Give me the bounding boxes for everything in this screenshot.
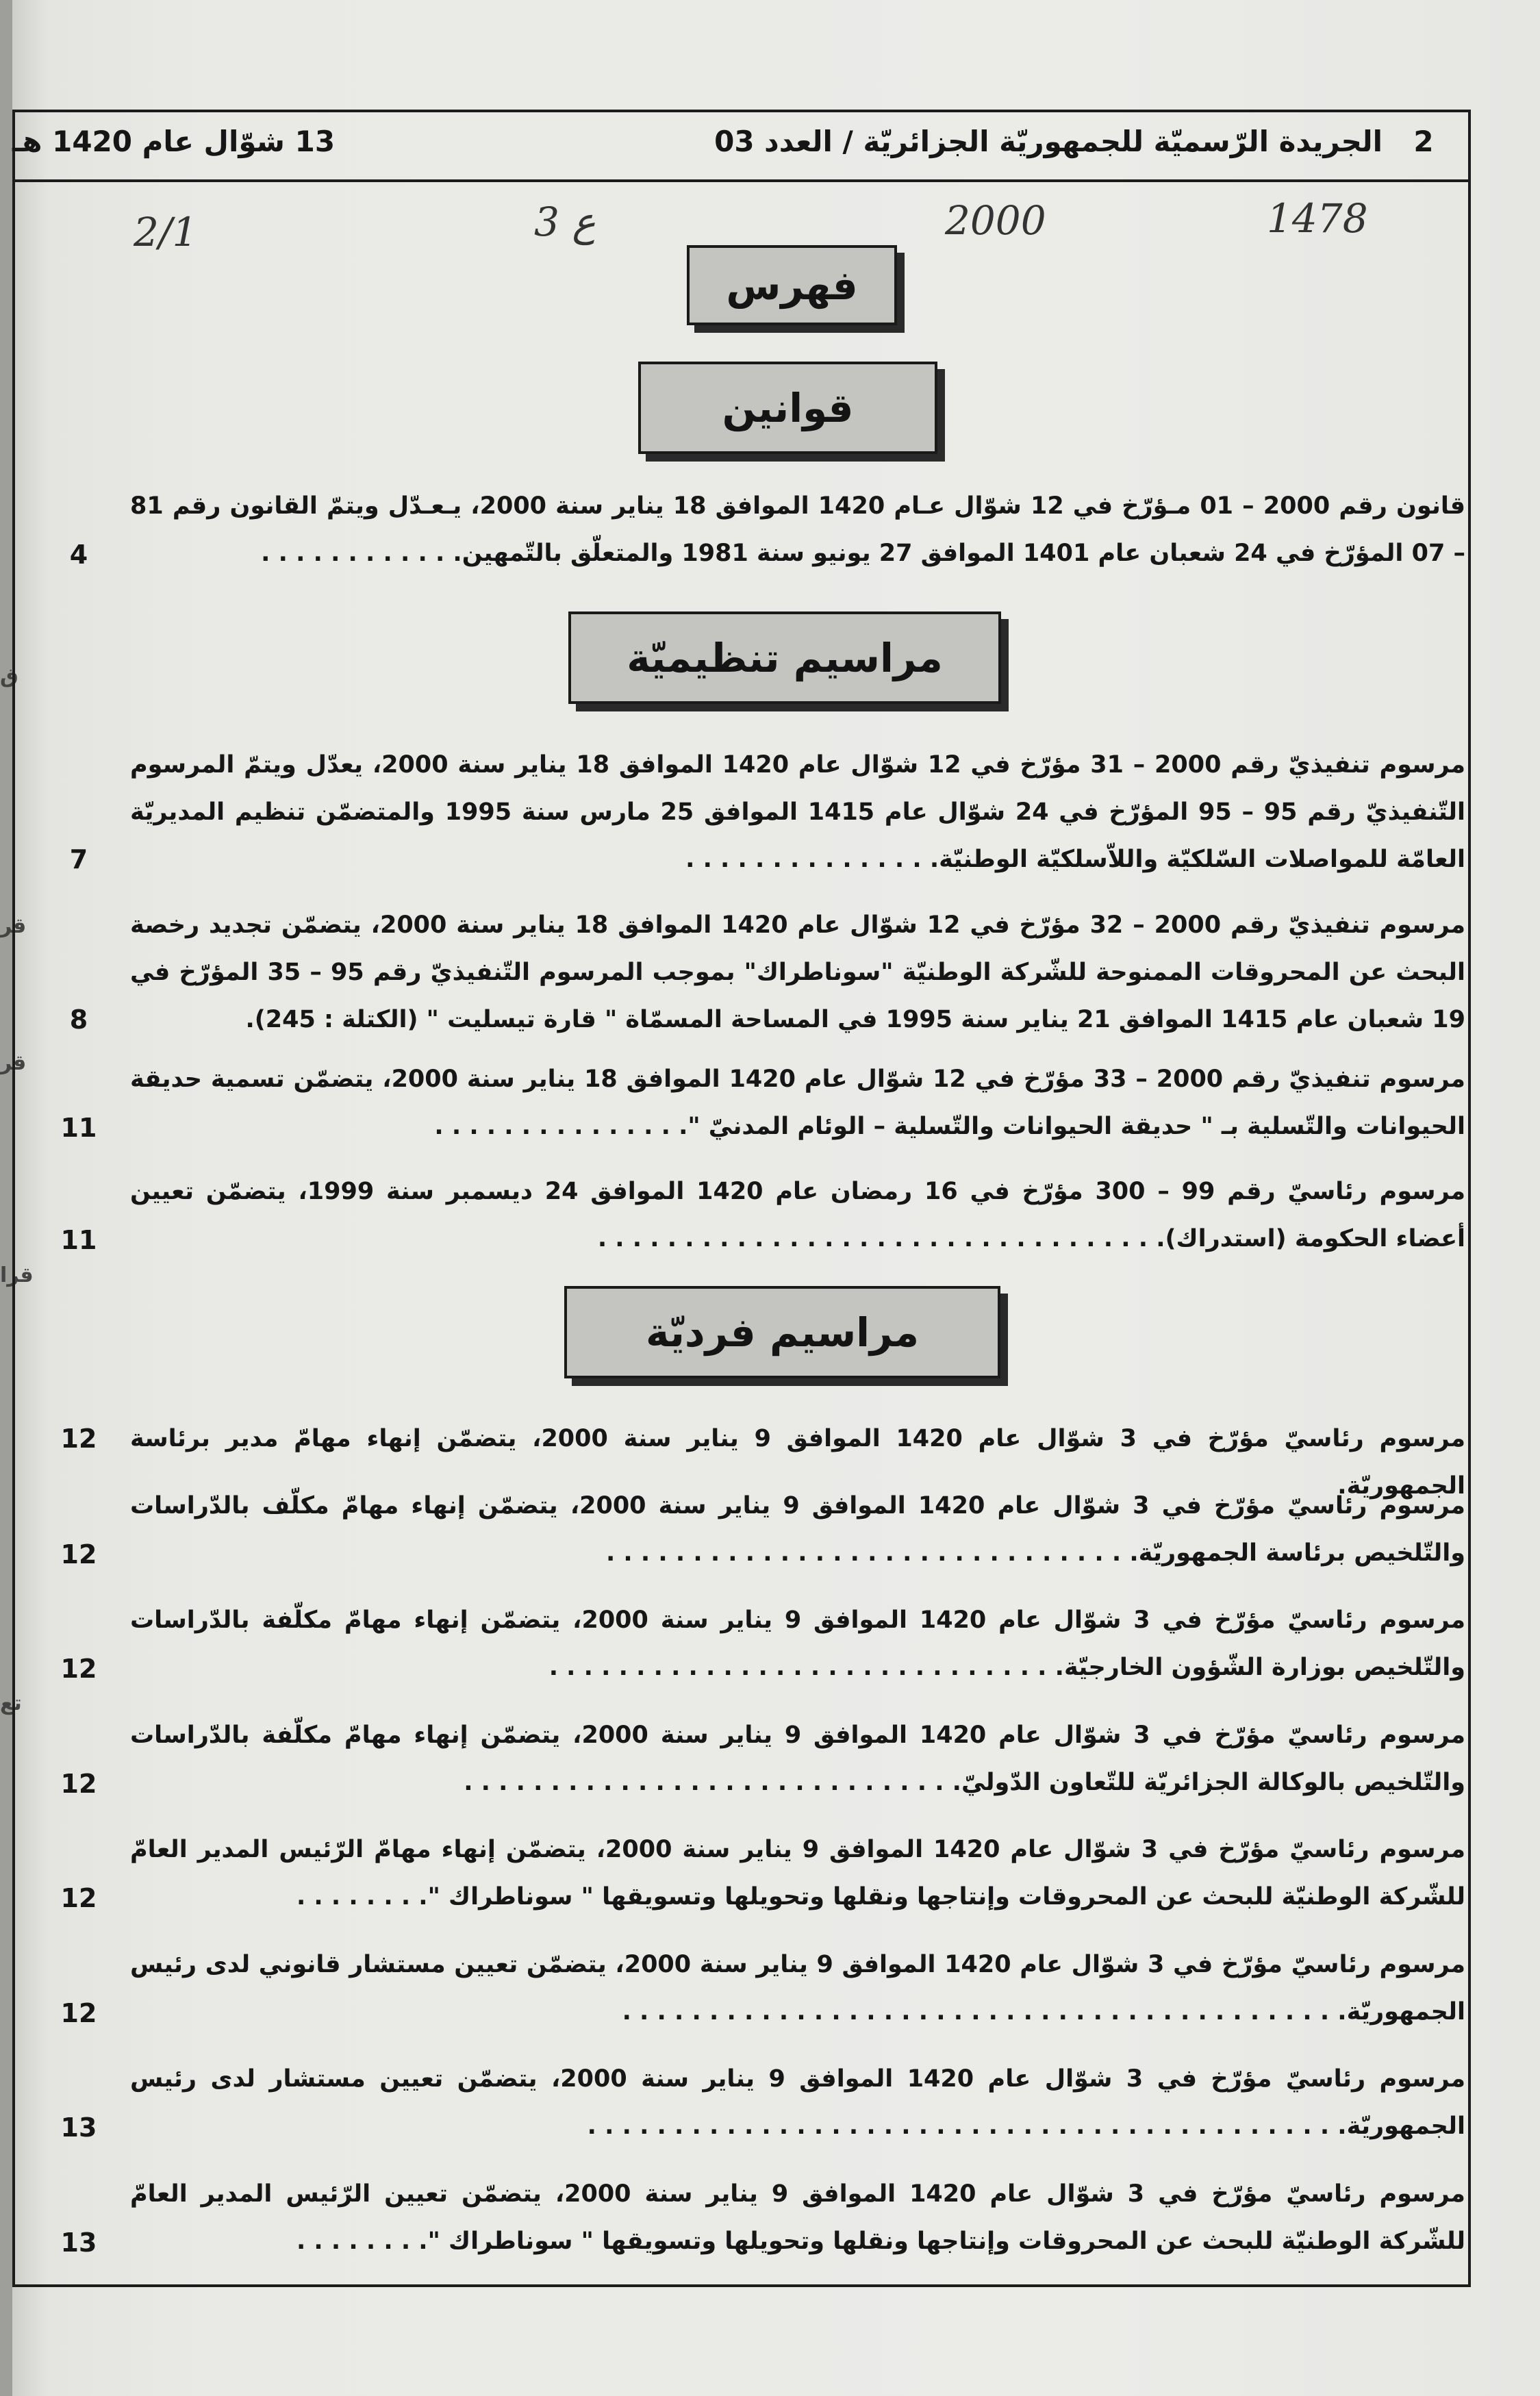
margin-mark: قر <box>0 1051 27 1075</box>
binding-spine <box>0 0 12 2396</box>
handwritten-note-year: 2000 <box>945 197 1046 244</box>
section-title-regulatory-decrees: مراسيم تنظيميّة <box>568 611 1001 704</box>
entry-page-number: 12 <box>60 1539 97 1569</box>
header-divider <box>12 179 1471 182</box>
page-number: 2 <box>1413 125 1434 158</box>
handwritten-note-left: 2/1 <box>134 209 198 255</box>
handwritten-note-middle: 3 ع <box>534 199 596 245</box>
entry-text: مرسوم رئاسيّ مؤرّخ في 3 شوّال عام 1420 الموافق 9 يناير سنة 2000، يتضمّن تعيين الرّئيس المدير العامّ للشّركة الوطنيّة للبحث عن المحروقات وإنتاجها ونقلها وتحويلها وتسويقها " سوناطراك ". . . . . . . . <box>130 2180 1465 2255</box>
margin-mark: قر <box>0 914 27 938</box>
entry-text: مرسوم رئاسيّ مؤرّخ في 3 شوّال عام 1420 الموافق 9 يناير سنة 2000، يتضمّن إنهاء مهامّ الرّئيس المدير العامّ للشّركة الوطنيّة للبحث عن المحروقات وإنتاجها ونقلها وتحويلها وتسويقها " سوناطراك ". . . . . . . . <box>130 1836 1465 1911</box>
entry-page-number: 11 <box>60 1113 97 1143</box>
list-item <box>55 1826 1465 1922</box>
entry-text: مرسوم رئاسيّ مؤرّخ في 3 شوّال عام 1420 الموافق 9 يناير سنة 2000، يتضمّن إنهاء مهامّ مكلّفة بالدّراسات والتّلخيص بالوكالة الجزائريّة للتّعاون الدّوليّ. . . . . . . . . . . . . . . . . . . . . . . . . . . . . <box>130 1722 1465 1796</box>
entry-text: مرسوم رئاسيّ مؤرّخ في 3 شوّال عام 1420 الموافق 9 يناير سنة 2000، يتضمّن إنهاء مهامّ مكلّف بالدّراسات والتّلخيص برئاسة الجمهوريّة. . . . . . . . . . . . . . . . . . . . . . . . . . . . . . . <box>130 1492 1465 1567</box>
entry-text: مرسوم تنفيذيّ رقم 2000 – 32 مؤرّخ في 12 شوّال عام 1420 الموافق 18 يناير سنة 2000، يتضمّن تجديد رخصة البحث عن المحروقات الممنوحة للشّركة الوطنيّة "سوناطراك" بموجب المرسوم التّنفيذيّ رقم 95 – 35 المؤرّخ في 19 شعبان عام 1415 الموافق 21 يناير سنة 1995 في المساحة المسمّاة " قارة تيسليت " (الكتلة : 245). <box>130 911 1465 1033</box>
entry-text: قانون رقم 2000 – 01 مـؤرّخ في 12 شوّال عـام 1420 الموافق 18 يناير سنة 2000، يـعـدّل ويتمّ القانون رقم 81 – 07 المؤرّخ في 24 شعبان عام 1401 الموافق 27 يونيو سنة 1981 والمتعلّق بالتّمهين. . . . . . . . . . . . <box>130 492 1465 567</box>
entry-page-number: 12 <box>60 1769 97 1799</box>
entry-text: مرسوم رئاسيّ مؤرّخ في 3 شوّال عام 1420 الموافق 9 يناير سنة 2000، يتضمّن إنهاء مهامّ مكلّفة بالدّراسات والتّلخيص بوزارة الشّؤون الخارجيّة. . . . . . . . . . . . . . . . . . . . . . . . . . . . . . <box>130 1606 1465 1681</box>
entry-page-number: 13 <box>60 2228 97 2258</box>
list-item <box>55 1168 1465 1264</box>
entry-page-number: 12 <box>60 1998 97 2028</box>
entry-page-number: 7 <box>69 844 88 874</box>
list-item <box>55 1712 1465 1808</box>
list-item <box>55 902 1465 1046</box>
entry-page-number: 12 <box>60 1883 97 1913</box>
handwritten-note-right: 1478 <box>1267 195 1368 242</box>
list-item <box>55 1941 1465 2037</box>
entry-page-number: 13 <box>60 2113 97 2143</box>
list-item <box>55 2056 1465 2152</box>
entry-page-number: 4 <box>69 540 88 570</box>
section-title-individual-decrees: مراسيم فرديّة <box>564 1286 1000 1378</box>
section-title-index: فهرس <box>687 245 897 325</box>
list-item <box>55 1056 1465 1152</box>
section-title-laws: قوانين <box>638 362 937 454</box>
entry-text: مرسوم رئاسيّ رقم 99 – 300 مؤرّخ في 16 رمضان عام 1420 الموافق 24 ديسمبر سنة 1999، يتضمّن تعيين أعضاء الحكومة (استدراك). . . . . . . . . . . . . . . . . . . . . . . . . . . . . . . . . <box>130 1178 1466 1252</box>
margin-mark: تع <box>0 1691 22 1715</box>
list-item <box>55 2171 1465 2267</box>
entry-page-number: 12 <box>60 1424 97 1454</box>
entry-text: مرسوم تنفيذيّ رقم 2000 – 33 مؤرّخ في 12 شوّال عام 1420 الموافق 18 يناير سنة 2000، يتضمّن تسمية حديقة الحيوانات والتّسلية بـ " حديقة الحيوانات والتّسلية – الوئام المدنيّ ". . . . . . . . . . . . . . . <box>130 1065 1465 1140</box>
margin-mark: ق <box>0 664 18 688</box>
entry-text: مرسوم رئاسيّ مؤرّخ في 3 شوّال عام 1420 الموافق 9 يناير سنة 2000، يتضمّن إنهاء مهامّ مدير برئاسة الجمهوريّة. <box>130 1425 1465 1500</box>
margin-mark: قرا <box>0 1263 34 1287</box>
list-item <box>55 483 1465 579</box>
entry-text: مرسوم رئاسيّ مؤرّخ في 3 شوّال عام 1420 الموافق 9 يناير سنة 2000، يتضمّن تعيين مستشار قانوني لدى رئيس الجمهوريّة. . . . . . . . . . . . . . . . . . . . . . . . . . . . . . . . . . . . . . . . . . <box>130 1951 1465 2026</box>
list-item <box>55 1483 1465 1578</box>
entry-text: مرسوم تنفيذيّ رقم 2000 – 31 مؤرّخ في 12 شوّال عام 1420 الموافق 18 يناير سنة 2000، يعدّل ويتمّ المرسوم التّنفيذيّ رقم 95 – 95 المؤرّخ في 24 شوّال عام 1415 الموافق 25 مارس سنة 1995 والمتضمّن تنظيم المديريّة العامّة للمواصلات السّلكيّة واللاّسلكيّة الوطنيّة. . . . . . . . . . . . . . . <box>130 751 1465 873</box>
entry-page-number: 11 <box>60 1225 97 1255</box>
issue-date: 13 شوّال عام 1420 هـ <box>12 125 336 158</box>
list-item <box>55 1597 1465 1693</box>
entry-text: مرسوم رئاسيّ مؤرّخ في 3 شوّال عام 1420 الموافق 9 يناير سنة 2000، يتضمّن تعيين مستشار لدى رئيس الجمهوريّة. . . . . . . . . . . . . . . . . . . . . . . . . . . . . . . . . . . . . . . . . . . . <box>130 2065 1465 2140</box>
journal-title: الجريدة الرّسميّة للجمهوريّة الجزائريّة / العدد 03 <box>714 125 1383 158</box>
list-item <box>55 1415 1465 1500</box>
list-item <box>55 742 1465 885</box>
entry-page-number: 8 <box>69 1005 88 1035</box>
entry-page-number: 12 <box>60 1654 97 1684</box>
